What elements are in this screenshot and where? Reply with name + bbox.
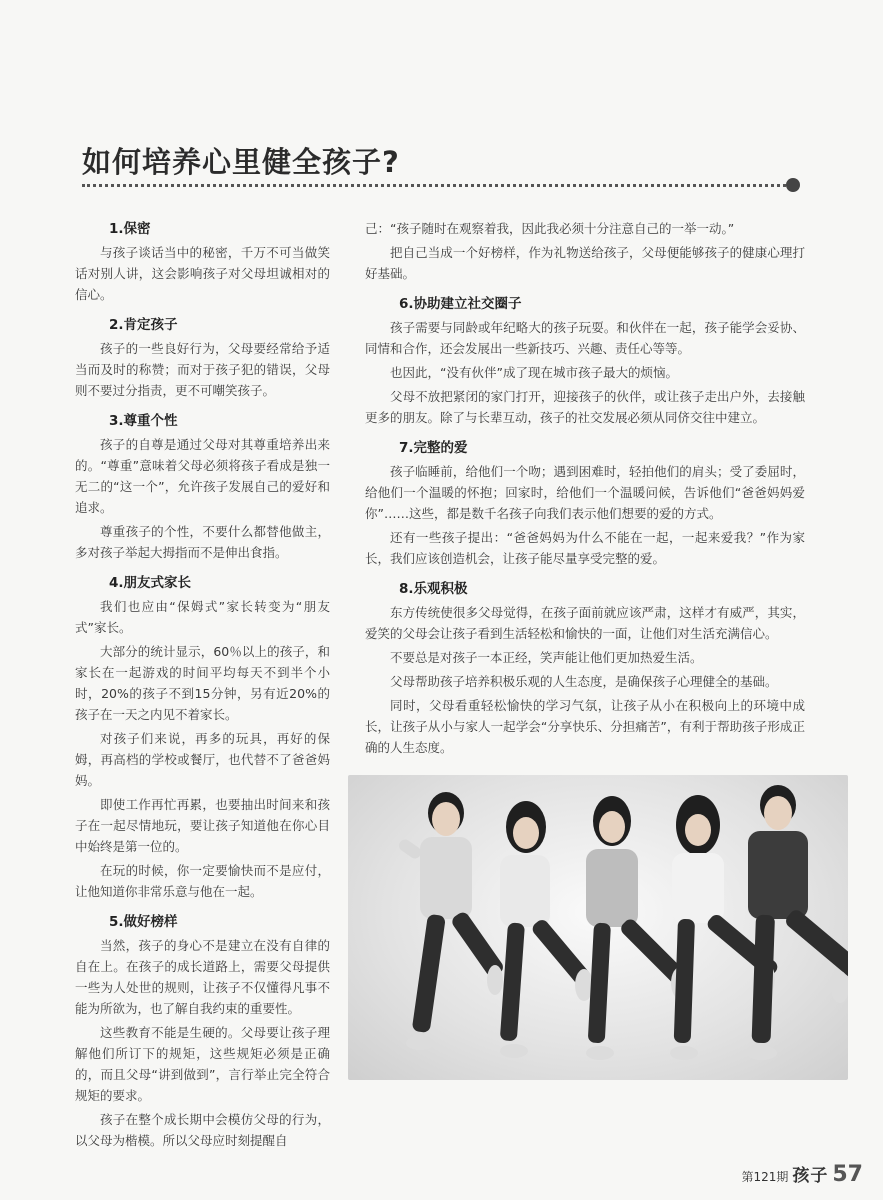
section-4-paragraph: 我们也应由“保姆式”家长转变为“朋友式”家长。 [75,599,330,635]
section-4-paragraph: 对孩子们来说，再多的玩具，再好的保姆，再高档的学校或餐厅，也代替不了爸爸妈妈。 [75,731,330,788]
magazine-brand: 孩子 [792,1166,829,1186]
section-5-paragraph-continued: 己：“孩子随时在观察着我，因此我必须十分注意自己的一举一动。” [365,221,735,236]
section-8-paragraph: 东方传统使很多父母觉得，在孩子面前就应该严肃，这样才有威严，其实，爱笑的父母会让孩子看到生活轻松和愉快的一面，让他们对生活充满信心。 [365,605,805,641]
group-photo [348,775,848,1080]
section-3-paragraph: 孩子的自尊是通过父母对其尊重培养出来的。“尊重”意味着父母必须将孩子看成是独一无二的“这一个”，允许孩子发展自己的爱好和追求。 [75,437,330,515]
title-dotted-rule [82,184,792,187]
section-heading-1: 1.保密 [109,221,151,237]
person-3 [586,796,689,1060]
section-6-paragraph: 孩子需要与同龄或年纪略大的孩子玩耍。和伙伴在一起，孩子能学会妥协、同情和合作，还会发展出一些新技巧、兴趣、责任心等等。 [365,320,805,356]
section-5-paragraph: 孩子在整个成长期中会模仿父母的行为，以父母为楷模。所以父母应时刻提醒自 [75,1112,330,1148]
section-3-paragraph: 尊重孩子的个性，不要什么都替他做主，多对孩子举起大拇指而不是伸出食指。 [75,524,330,560]
section-5-paragraph: 这些教育不能是生硬的。父母要让孩子理解他们所订下的规矩，这些规矩必须是正确的，而且父母“讲到做到”，言行举止完全符合规矩的要求。 [75,1025,330,1103]
section-4-paragraph: 在玩的时候，你一定要愉快而不是应付，让他知道你非常乐意与他在一起。 [75,863,330,899]
section-heading-4: 4.朋友式家长 [109,575,192,591]
section-heading-8: 8.乐观积极 [399,581,468,597]
right-column [365,218,805,761]
section-8-paragraph: 父母帮助孩子培养积极乐观的人生态度，是确保孩子心理健全的基础。 [390,674,778,689]
section-8-paragraph: 不要总是对孩子一本正经，笑声能让他们更加热爱生活。 [390,650,703,665]
section-4-paragraph: 大部分的统计显示，60％以上的孩子，和家长在一起游戏的时间平均每天不到半个小时，20%的孩子不到15分钟，另有近20%的孩子在一天之内见不着家长。 [75,644,330,722]
section-heading-3: 3.尊重个性 [109,413,178,429]
left-column [75,218,330,1154]
page-title: 如何培养心里健全孩子? [82,145,400,179]
person-5 [747,785,848,1060]
section-8-paragraph: 同时，父母看重轻松愉快的学习气氛，让孩子从小在积极向上的环境中成长，让孩子从小与家人一起学会“分享快乐、分担痛苦”，有利于帮助孩子形成正确的人生态度。 [365,698,805,755]
section-1-paragraph: 与孩子谈话当中的秘密，千万不可当做笑话对别人讲，这会影响孩子对父母坦诚相对的信心。 [75,245,330,302]
section-heading-2: 2.肯定孩子 [109,317,178,333]
section-7-paragraph: 孩子临睡前，给他们一个吻；遇到困难时，轻拍他们的肩头；受了委屈时，给他们一个温暖的怀抱；回家时，给他们一个温暖问候，告诉他们“爸爸妈妈爱你”……这些，都是数千名孩子向我们表示他们想要的爱的方式。 [365,464,805,521]
issue-number: 第121期 [741,1170,789,1184]
section-heading-6: 6.协助建立社交圈子 [399,296,522,312]
section-heading-5: 5.做好榜样 [109,914,178,930]
person-2 [500,801,593,1058]
section-5-paragraph: 当然，孩子的身心不是建立在没有自律的自在上。在孩子的成长道路上，需要父母提供一些为人处世的规则，让孩子不仅懂得凡事不能为所欲为，也了解自我约束的重要性。 [75,938,330,1016]
page-footer [741,1161,863,1187]
title-rule-end-dot [786,178,800,192]
section-6-paragraph: 也因此，“没有伙伴”成了现在城市孩子最大的烦恼。 [390,365,678,380]
person-1 [397,792,506,1050]
page-number: 57 [832,1162,863,1187]
section-5-paragraph: 把自己当成一个好榜样，作为礼物送给孩子，父母便能够孩子的健康心理打好基础。 [365,245,805,281]
group-photo-illustration [348,775,848,1080]
section-2-paragraph: 孩子的一些良好行为，父母要经常给予适当而及时的称赞；而对于孩子犯的错误，父母则不要过分指责，更不可嘲笑孩子。 [75,341,330,398]
section-4-paragraph: 即使工作再忙再累，也要抽出时间来和孩子在一起尽情地玩，要让孩子知道他在你心目中始终是第一位的。 [75,797,330,854]
section-6-paragraph: 父母不放把紧闭的家门打开，迎接孩子的伙伴，或让孩子走出户外，去接触更多的朋友。除了与长辈互动，孩子的社交发展必须从同侪交往中建立。 [365,389,805,425]
section-heading-7: 7.完整的爱 [399,440,468,456]
section-7-paragraph: 还有一些孩子提出：“爸爸妈妈为什么不能在一起，一起来爱我？”作为家长，我们应该创造机会，让孩子能尽量享受完整的爱。 [365,530,805,566]
